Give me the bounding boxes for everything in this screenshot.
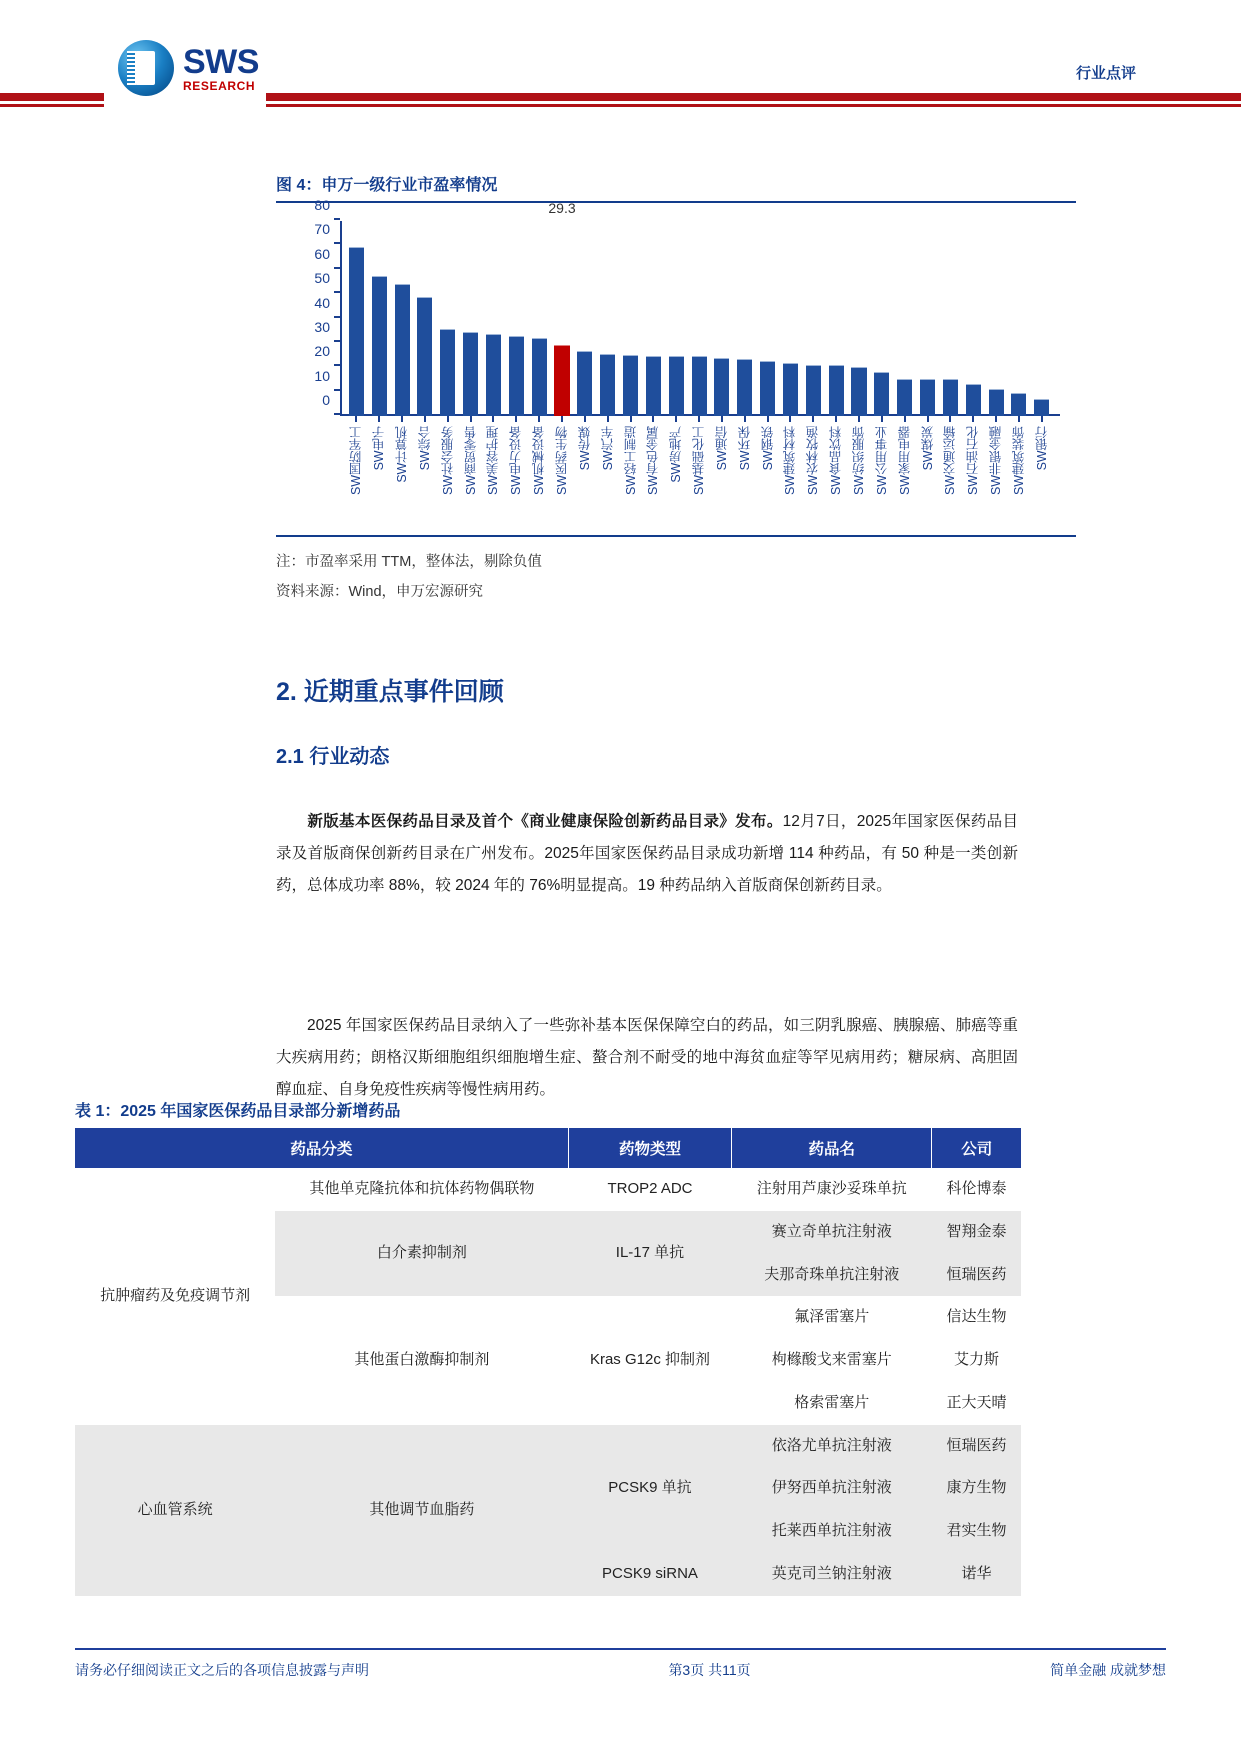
bar-column <box>939 221 962 416</box>
cell-drug-type: IL-17 单抗 <box>568 1211 731 1297</box>
x-tick-label: SW轻工制造 <box>623 426 638 495</box>
paragraph-1-lead: 新版基本医保药品目录及首个《商业健康保险创新药品目录》发布。 <box>307 813 783 830</box>
col-header-company: 公司 <box>932 1128 1021 1168</box>
table-row <box>75 1425 1021 1468</box>
bar <box>509 336 524 416</box>
x-axis-ticks <box>340 416 1058 495</box>
bar-column <box>436 221 459 416</box>
bar-column <box>368 221 391 416</box>
x-tick-label: SW建筑材料 <box>783 426 798 495</box>
bar <box>600 354 615 416</box>
x-tick-label: SW传媒 <box>577 426 592 471</box>
bar-column <box>733 221 756 416</box>
logo-subtitle: RESEARCH <box>183 78 256 93</box>
x-tick-mark <box>744 416 746 422</box>
x-tick-label: SW环保 <box>737 426 752 471</box>
cell-company: 科伦博泰 <box>932 1168 1021 1211</box>
x-tick-label: SW通信 <box>714 426 729 471</box>
bar <box>440 329 455 417</box>
x-tick <box>779 416 802 495</box>
col-header-drug: 药品名 <box>732 1128 932 1168</box>
bar-column <box>482 221 505 416</box>
bar <box>486 334 501 416</box>
x-tick <box>825 416 848 495</box>
x-tick-label: SW交通运输 <box>943 426 958 495</box>
bar <box>829 365 844 416</box>
bar-column <box>916 221 939 416</box>
cell-category: 抗肿瘤药及免疫调节剂 <box>75 1168 275 1425</box>
bar <box>577 351 592 416</box>
paragraph-2 <box>276 1010 1018 1105</box>
y-tick-label: 40 <box>314 294 330 311</box>
x-tick-mark <box>858 416 860 422</box>
x-tick <box>459 416 482 495</box>
x-tick-label: SW房地产 <box>669 426 684 483</box>
bar <box>1034 399 1049 416</box>
x-tick-mark <box>378 416 380 422</box>
x-tick-label: SW医药生物 <box>555 426 570 495</box>
table-header-row <box>75 1128 1021 1168</box>
bar <box>874 372 889 416</box>
x-tick <box>368 416 391 495</box>
figure-title: 图 4：申万一级行业市盈率情况 <box>276 177 498 194</box>
y-tick-label: 70 <box>314 221 330 238</box>
x-tick <box>939 416 962 495</box>
pe-ratio-bar-chart <box>276 197 1076 533</box>
bar <box>989 389 1004 416</box>
cell-company: 恒瑞医药 <box>932 1254 1021 1297</box>
table-body <box>75 1168 1021 1596</box>
bar <box>623 355 638 416</box>
cell-drug-name: 注射用芦康沙妥珠单抗 <box>732 1168 932 1211</box>
bar <box>372 276 387 416</box>
bar <box>395 284 410 416</box>
x-tick-mark <box>698 416 700 422</box>
cell-company: 君实生物 <box>932 1510 1021 1553</box>
bar <box>943 379 958 416</box>
x-tick-label: SW汽车 <box>600 426 615 471</box>
bar-column <box>1007 221 1030 416</box>
x-tick-mark <box>561 416 563 422</box>
cell-company: 正大天晴 <box>932 1382 1021 1425</box>
x-tick-mark <box>630 416 632 422</box>
x-tick-label: SW石油石化 <box>966 426 981 495</box>
cell-drug-type: TROP2 ADC <box>568 1168 731 1211</box>
section-heading-1: 2. 近期重点事件回顾 <box>276 678 504 706</box>
page-footer <box>75 1660 1166 1680</box>
bar-column <box>848 221 871 416</box>
bar-column <box>548 200 576 416</box>
y-tick-label: 20 <box>314 343 330 360</box>
x-tick <box>962 416 985 495</box>
bar <box>532 338 547 416</box>
x-tick <box>642 416 665 495</box>
paragraph-1-body: 12月7日，2025年国家医保药品目录及首版商保创新药目录在广州发布。2025年国家医保药品目录成功新增 114 种药品，有 50 种是一类创新药，总体成功率 88%，较 2024 年的 76%明显提高。19 种药品纳入首版商保创新药目录。 <box>276 813 1018 894</box>
x-tick-mark <box>789 416 791 422</box>
bar-value-label: 29.3 <box>548 200 576 216</box>
bar <box>737 359 752 416</box>
table-head <box>75 1128 1021 1168</box>
x-tick-mark <box>515 416 517 422</box>
cell-subclass: 其他调节血脂药 <box>275 1425 568 1596</box>
x-tick <box>848 416 871 495</box>
sws-logo <box>118 40 259 96</box>
x-tick-label: SW纺织服饰 <box>851 426 866 495</box>
x-tick-mark <box>652 416 654 422</box>
cell-company: 艾力斯 <box>932 1339 1021 1382</box>
bar-column <box>1030 221 1053 416</box>
cell-drug-name: 依洛尤单抗注射液 <box>732 1425 932 1468</box>
x-tick <box>482 416 505 495</box>
x-tick-mark <box>675 416 677 422</box>
bar <box>714 358 729 416</box>
x-tick <box>1030 416 1053 495</box>
bar-column <box>756 221 779 416</box>
cell-drug-name: 伊努西单抗注射液 <box>732 1467 932 1510</box>
bar-column <box>779 221 802 416</box>
bar-column <box>893 221 916 416</box>
cell-company: 康方生物 <box>932 1467 1021 1510</box>
x-tick <box>688 416 711 495</box>
x-tick <box>436 416 459 495</box>
cell-category: 心血管系统 <box>75 1425 275 1596</box>
x-tick <box>711 416 734 495</box>
x-tick-label: SW机械设备 <box>532 426 547 495</box>
x-tick-mark <box>1018 416 1020 422</box>
bar-column <box>414 221 437 416</box>
table-row <box>75 1168 1021 1211</box>
bar <box>417 297 432 416</box>
x-tick-label: SW电子 <box>372 426 387 471</box>
cell-drug-name: 格索雷塞片 <box>732 1382 932 1425</box>
x-tick <box>596 416 619 495</box>
cell-subclass: 白介素抑制剂 <box>275 1211 568 1297</box>
cell-subclass: 其他单克隆抗体和抗体药物偶联物 <box>275 1168 568 1211</box>
x-tick-label: SW美容护理 <box>486 426 501 495</box>
x-tick-mark <box>904 416 906 422</box>
cell-drug-name: 托莱西单抗注射液 <box>732 1510 932 1553</box>
bar-column <box>619 221 642 416</box>
figure-4-block <box>276 172 1076 606</box>
x-tick-mark <box>401 416 403 422</box>
bar <box>463 332 478 416</box>
x-tick-mark <box>1041 416 1043 422</box>
y-tick-label: 50 <box>314 270 330 287</box>
cell-company: 智翔金泰 <box>932 1211 1021 1254</box>
x-tick <box>916 416 939 495</box>
x-tick-mark <box>949 416 951 422</box>
bar-column <box>870 221 893 416</box>
x-tick-label: SW建筑装饰 <box>1011 426 1026 495</box>
footer-page-number: 第3页 共11页 <box>668 1662 751 1678</box>
x-tick-mark <box>470 416 472 422</box>
bar-column <box>345 221 368 416</box>
bar-column <box>711 221 734 416</box>
x-tick-mark <box>355 416 357 422</box>
logo-wordmark: SWS <box>183 42 259 81</box>
bar-column <box>596 221 619 416</box>
col-header-type: 药物类型 <box>568 1128 731 1168</box>
x-tick-mark <box>881 416 883 422</box>
bar <box>760 361 775 416</box>
x-tick-mark <box>767 416 769 422</box>
x-tick-label: SW电力设备 <box>509 426 524 495</box>
bar <box>783 363 798 416</box>
section-heading-2: 2.1 行业动态 <box>276 746 390 768</box>
y-tick-label: 0 <box>322 392 330 408</box>
bar <box>646 356 661 416</box>
y-tick-label: 60 <box>314 245 330 262</box>
x-tick <box>551 416 574 495</box>
cell-company: 恒瑞医药 <box>932 1425 1021 1468</box>
bar-column <box>665 221 688 416</box>
bar-column <box>642 221 665 416</box>
x-tick <box>345 416 368 495</box>
x-tick <box>870 416 893 495</box>
figure-source: 资料来源：Wind，申万宏源研究 <box>276 583 484 600</box>
x-tick-mark <box>927 416 929 422</box>
x-tick-label: SW银行 <box>1034 426 1049 471</box>
sws-logo-text <box>183 42 259 93</box>
chart-plot-area <box>314 197 1058 416</box>
figure-rule-bottom <box>276 535 1076 537</box>
cell-company: 信达生物 <box>932 1296 1021 1339</box>
x-tick-label: SW商贸零售 <box>463 426 478 495</box>
x-tick <box>756 416 779 495</box>
bar <box>897 379 912 416</box>
x-tick <box>505 416 528 495</box>
bar <box>554 345 569 416</box>
x-tick-mark <box>538 416 540 422</box>
bar <box>1011 393 1026 416</box>
bar <box>806 365 821 416</box>
x-tick-label: SW家用电器 <box>897 426 912 495</box>
x-tick-mark <box>584 416 586 422</box>
x-tick-label: SW非银金融 <box>989 426 1004 495</box>
x-tick-label: SW农林牧渔 <box>806 426 821 495</box>
x-tick <box>985 416 1008 495</box>
paragraph-1 <box>276 806 1018 901</box>
x-tick <box>414 416 437 495</box>
x-tick <box>391 416 414 495</box>
bar-column <box>962 221 985 416</box>
x-tick-label: SW基础化工 <box>692 426 707 495</box>
bar-column <box>391 221 414 416</box>
bar-column <box>459 221 482 416</box>
x-tick-mark <box>812 416 814 422</box>
x-tick-label: SW有色金属 <box>646 426 661 495</box>
x-tick-label: SW计算机 <box>395 426 410 483</box>
x-tick <box>733 416 756 495</box>
x-tick-label: SW食品饮料 <box>829 426 844 495</box>
bar-column <box>505 221 528 416</box>
bar <box>851 367 866 416</box>
x-tick-mark <box>835 416 837 422</box>
y-tick-label: 10 <box>314 367 330 384</box>
table-title: 表 1：2025 年国家医保药品目录部分新增药品 <box>75 1103 401 1120</box>
x-tick <box>528 416 551 495</box>
cell-drug-type: PCSK9 单抗 <box>568 1425 731 1553</box>
col-header-category: 药品分类 <box>75 1128 568 1168</box>
footer-disclaimer: 请务必仔细阅读正文之后的各项信息披露与声明 <box>75 1662 369 1678</box>
x-tick <box>665 416 688 495</box>
x-tick-label: SW综合 <box>417 426 432 471</box>
bar-column <box>825 221 848 416</box>
x-tick-label: SW社会服务 <box>440 426 455 495</box>
x-tick <box>802 416 825 495</box>
x-tick <box>893 416 916 495</box>
x-tick <box>619 416 642 495</box>
x-tick-label: SW钢铁 <box>760 426 775 471</box>
bar <box>669 356 684 416</box>
x-tick-mark <box>492 416 494 422</box>
x-tick <box>1007 416 1030 495</box>
bar <box>692 356 707 416</box>
y-tick-mark <box>334 218 340 220</box>
x-tick-mark <box>424 416 426 422</box>
y-tick-label: 30 <box>314 318 330 335</box>
cell-drug-name: 英克司兰钠注射液 <box>732 1553 932 1596</box>
x-tick-mark <box>447 416 449 422</box>
x-tick <box>573 416 596 495</box>
cell-drug-name: 枸橼酸戈来雷塞片 <box>732 1339 932 1382</box>
x-tick-label: SW煤炭 <box>920 426 935 471</box>
x-tick-mark <box>972 416 974 422</box>
header-report-type: 行业点评 <box>1075 65 1136 82</box>
bar <box>349 247 364 416</box>
bar-column <box>688 221 711 416</box>
x-tick-label: SW国防军工 <box>349 426 364 495</box>
bar-column <box>573 221 596 416</box>
bar-column <box>528 221 551 416</box>
y-tick-label: 80 <box>314 197 330 213</box>
footer-slogan: 简单金融 成就梦想 <box>1050 1662 1166 1678</box>
cell-drug-name: 氟泽雷塞片 <box>732 1296 932 1339</box>
chart-bars <box>340 200 1058 416</box>
cell-drug-name: 夫那奇珠单抗注射液 <box>732 1254 932 1297</box>
x-tick-mark <box>607 416 609 422</box>
paragraph-2-body: 2025 年国家医保药品目录纳入了一些弥补基本医保保障空白的药品，如三阴乳腺癌、胰腺癌、肺癌等重大疾病用药；朗格汉斯细胞组织细胞增生症、螯合剂不耐受的地中海贫血症等罕见病用药；糖尿病、高胆固醇血症、自身免疫性疾病等慢性病用药。 <box>276 1017 1018 1098</box>
footer-rule <box>75 1648 1166 1650</box>
bar-column <box>802 221 825 416</box>
cell-drug-type: PCSK9 siRNA <box>568 1553 731 1596</box>
sws-logo-icon <box>118 40 174 96</box>
bar-column <box>985 221 1008 416</box>
cell-drug-name: 赛立奇单抗注射液 <box>732 1211 932 1254</box>
cell-subclass: 其他蛋白激酶抑制剂 <box>275 1296 568 1424</box>
x-tick-mark <box>721 416 723 422</box>
cell-company: 诺华 <box>932 1553 1021 1596</box>
cell-drug-type: Kras G12c 抑制剂 <box>568 1296 731 1424</box>
page-header <box>0 0 1241 112</box>
new-drugs-table <box>75 1128 1021 1596</box>
x-tick-label: SW公用事业 <box>874 426 889 495</box>
bar <box>966 384 981 416</box>
bar <box>920 379 935 416</box>
figure-note: 注：市盈率采用 TTM，整体法，剔除负值 <box>276 554 542 570</box>
x-tick-mark <box>995 416 997 422</box>
